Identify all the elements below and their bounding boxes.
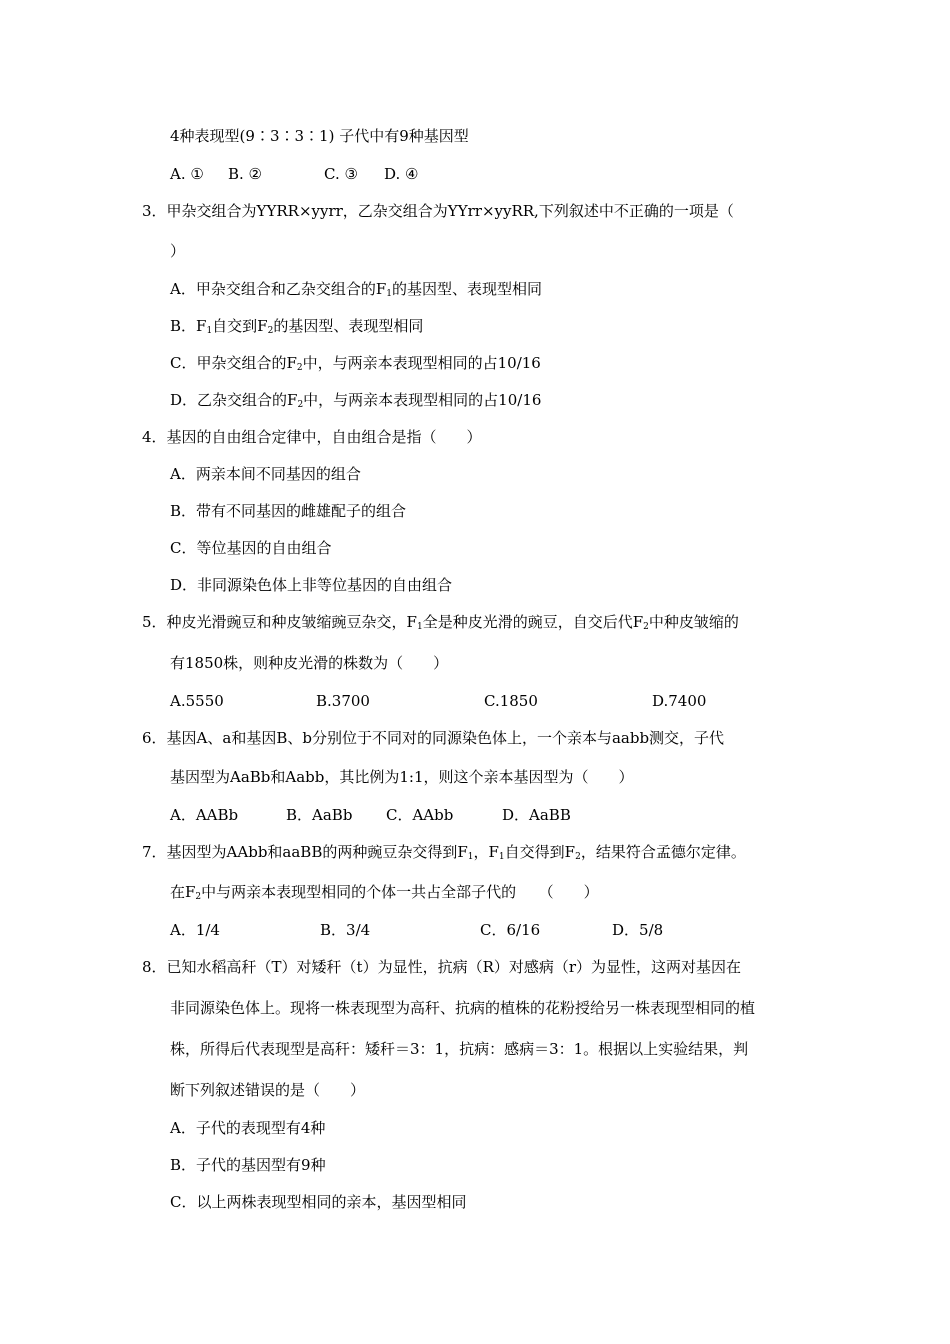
question-8-stem-line-2: 非同源染色体上。现将一株表现型为高秆、抗病的植株的花粉授给另一株表现型相同的植 bbox=[170, 999, 756, 1017]
question-number: 3． bbox=[142, 202, 167, 220]
question-8-stem-line-3: 株，所得后代表现型是高秆：矮秆＝3：1，抗病：感病＝3：1。根据以上实验结果，判 bbox=[170, 1040, 749, 1058]
question-3-option-a: A．甲杂交组合和乙杂交组合的$F_1$的基因型、表现型相同 bbox=[170, 280, 542, 299]
question-7-stem: 7．基因型为AAbb和aaBB的两种豌豆杂交得到$F_1$，$F_1$自交得到$F_2$，结果符合孟德尔定律。 bbox=[142, 843, 746, 862]
question-3-stem bbox=[142, 201, 734, 221]
question-7-stem-cont: 在$F_2$中与两亲本表现型相同的个体一共占全部子代的 （ ） bbox=[170, 883, 599, 902]
option-b: B．3/4 bbox=[320, 921, 371, 939]
question-number: 5． bbox=[142, 613, 167, 631]
question-3-option-b: B．$F_1$自交到$F_2$的基因型、表现型相同 bbox=[170, 317, 424, 336]
question-4-option-b: B．带有不同基因的雌雄配子的组合 bbox=[170, 502, 407, 520]
question-6-stem-cont: 基因型为AaBb和Aabb，其比例为1:1，则这个亲本基因型为（ ） bbox=[170, 768, 634, 786]
question-6-stem bbox=[142, 728, 724, 748]
option-d: D. ④ bbox=[384, 165, 419, 183]
question-3-option-d: D．乙杂交组合的$F_2$中，与两亲本表现型相同的占10/16 bbox=[170, 391, 542, 410]
question-6-options bbox=[170, 805, 571, 825]
option-d: D．AaBB bbox=[502, 806, 571, 824]
question-8-stem bbox=[142, 957, 741, 977]
question-3-option-c: C．甲杂交组合的$F_2$中，与两亲本表现型相同的占10/16 bbox=[170, 354, 541, 373]
option-b: B. ② bbox=[228, 165, 263, 183]
option-c: C.1850 bbox=[484, 692, 538, 710]
question-4-option-d: D．非同源染色体上非等位基因的自由组合 bbox=[170, 576, 453, 594]
option-a: A.5550 bbox=[170, 692, 224, 710]
question-text: 已知水稻高秆（T）对矮秆（t）为显性，抗病（R）对感病（r）为显性，这两对基因在 bbox=[166, 958, 742, 976]
option-c: C. ③ bbox=[324, 165, 358, 183]
question-8-option-c: C．以上两株表现型相同的亲本，基因型相同 bbox=[170, 1193, 467, 1211]
question-7-options bbox=[170, 920, 663, 940]
option-a: A．AABb bbox=[170, 806, 239, 824]
question-5-options bbox=[170, 691, 706, 711]
question-3-stem-cont: ） bbox=[170, 242, 186, 260]
option-a: A．1/4 bbox=[170, 921, 220, 939]
question-number: 8． bbox=[142, 958, 167, 976]
option-d: D.7400 bbox=[652, 692, 707, 710]
continuation-text: 4种表现型(9∶3∶3∶1) 子代中有9种基因型 bbox=[170, 127, 469, 145]
question-text: 基因的自由组合定律中，自由组合是指（ ） bbox=[166, 428, 482, 446]
question-text: 甲杂交组合为YYRR×yyrr，乙杂交组合为YYrr×yyRR,下列叙述中不正确的一项是（ bbox=[166, 202, 734, 220]
question-8-option-a: A．子代的表现型有4种 bbox=[170, 1119, 326, 1137]
question-5-stem: 5．种皮光滑豌豆和种皮皱缩豌豆杂交，$F_1$全是种皮光滑的豌豆，自交后代$F_2$中种皮皱缩的 bbox=[142, 613, 739, 632]
question-8-option-b: B．子代的基因型有9种 bbox=[170, 1156, 326, 1174]
question-number: 4． bbox=[142, 428, 167, 446]
continuation-options bbox=[170, 164, 418, 184]
question-4-option-c: C．等位基因的自由组合 bbox=[170, 539, 332, 557]
question-text: 基因A、a和基因B、b分别位于不同对的同源染色体上，一个亲本与aabb测交，子代 bbox=[166, 729, 725, 747]
option-b: B．AaBb bbox=[286, 806, 353, 824]
question-8-stem-line-4: 断下列叙述错误的是（ ） bbox=[170, 1081, 366, 1099]
question-5-stem-cont: 有1850株，则种皮光滑的株数为（ ） bbox=[170, 654, 449, 672]
question-number: 7． bbox=[142, 843, 167, 861]
option-d: D．5/8 bbox=[612, 921, 664, 939]
question-4-stem bbox=[142, 427, 482, 447]
option-c: C．6/16 bbox=[480, 921, 541, 939]
option-b: B.3700 bbox=[316, 692, 370, 710]
option-a: A. ① bbox=[170, 165, 204, 183]
option-c: C．AAbb bbox=[386, 806, 454, 824]
question-number: 6． bbox=[142, 729, 167, 747]
question-4-option-a: A．两亲本间不同基因的组合 bbox=[170, 465, 361, 483]
